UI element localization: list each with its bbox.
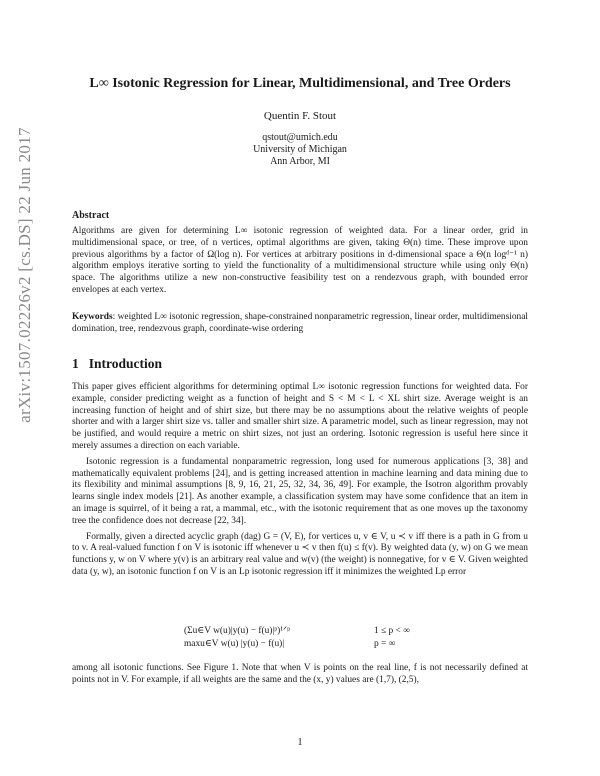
paper-title: L∞ Isotonic Regression for Linear, Multidimensional, and Tree Orders — [89, 76, 511, 91]
equation-lp: (Σu∈V w(u)|y(u) − f(u)|ᵖ)¹ᐟᵖ — [184, 626, 290, 636]
section-body — [72, 382, 528, 583]
equation-lp-cond: 1 ≤ p < ∞ — [374, 626, 410, 636]
equation-linf-cond: p = ∞ — [374, 639, 396, 649]
paragraph: Isotonic regression is a fundamental nonparametric regression, long used for numerous applications [3, 38] and mathematically equivalent problems [24], and is getting increased attention in machine learning and data mining due to its flexibility and minimal assumptions [8, 9, 16, 21, 25, 32, 34, 36, 49]. For example, the Isotron algorithm provably learns single index models [21]. As another example, a classification system may have some confidence that an item in an image is squirrel, of it being a rat, a mammal, etc., with the isotonic requirement that as one moves up the taxonomy tree the confidence does not decrease [22, 34]. — [72, 456, 528, 526]
arxiv-stamp-text: arXiv:1507.02226v2 [cs.DS] 22 Jun 2017 — [15, 127, 34, 423]
author-location: Ann Arbor, MI — [270, 156, 330, 167]
error-equation — [184, 625, 410, 651]
paragraph: This paper gives efficient algorithms for determining optimal L∞ isotonic regression functions for weighted data. For example, consider predicting weight as a function of height and S < M < L < XL shirt size. Average weight is an increasing function of height and of shirt size, but there may be no assumptions about the relative weights of people shorter and with a larger shirt size vs. taller and smaller shirt size. A parametric model, such as linear regression, may not be justified, and would require a metric on shirt sizes, not just an ordering. Isotonic regression is useful here since it merely assumes a direction on each variable. — [72, 382, 528, 451]
keywords-text: : weighted L∞ isotonic regression, shape-constrained nonparametric regression, linear order, multidimensional domination, tree, rendezvous graph, coordinate-wise ordering — [72, 312, 528, 334]
arxiv-stamp — [14, 40, 36, 510]
section-number: 1 — [72, 356, 79, 371]
author-name: Quentin F. Stout — [263, 110, 337, 122]
paragraph-continued: among all isotonic functions. See Figure 1. Note that when V is points on the real line, f is not necessarily defined at points not in V. For example, if all weights are the same and the (x, y) values are (1,7), (2,5), — [72, 663, 528, 685]
paragraph: Formally, given a directed acyclic graph (dag) G = (V, E), for vertices u, v ∈ V, u ≺ v iff there is a path in G from u to v. A real-valued function f on V is isotonic iff whenever u ≺ v then f(u) ≤ f(v). By weighted data (y, w) on G we mean functions y, w on V where y(v) is an arbitrary real value and w(v) (the weight) is nonnegative, for v ∈ V. Given weighted data (y, w), an isotonic function f on V is an Lp isotonic regression iff it minimizes the weighted Lp error — [72, 531, 528, 577]
section-heading — [72, 356, 162, 372]
equation-linf: maxu∈V w(u) |y(u) − f(u)| — [184, 639, 285, 649]
section-title: Introduction — [88, 356, 163, 371]
author-affiliation: University of Michigan — [253, 144, 347, 155]
abstract-heading: Abstract — [72, 210, 110, 221]
author-block — [72, 110, 528, 168]
keywords — [72, 312, 528, 336]
page-number: 1 — [297, 737, 303, 748]
keywords-label: Keywords — [72, 312, 113, 322]
author-email: qstout@umich.edu — [262, 132, 338, 143]
abstract-text: Algorithms are given for determining L∞ isotonic regression of weighted data. For a linear order, grid in multidimensional space, or tree, of n vertices, optimal algorithms are given, taking Θ(n) time. These improve upon previous algorithms by a factor of Ω(log n). For vertices at arbitrary positions in d-dimensional space a Θ(n logᵈ⁻¹ n) algorithm employs iterative sorting to yield the functionality of a multidimensional structure while using only Θ(n) space. The algorithms utilize a new non-constructive feasibility test on a rendezvous graph, with bounded error envelopes at each vertex. — [72, 226, 528, 295]
